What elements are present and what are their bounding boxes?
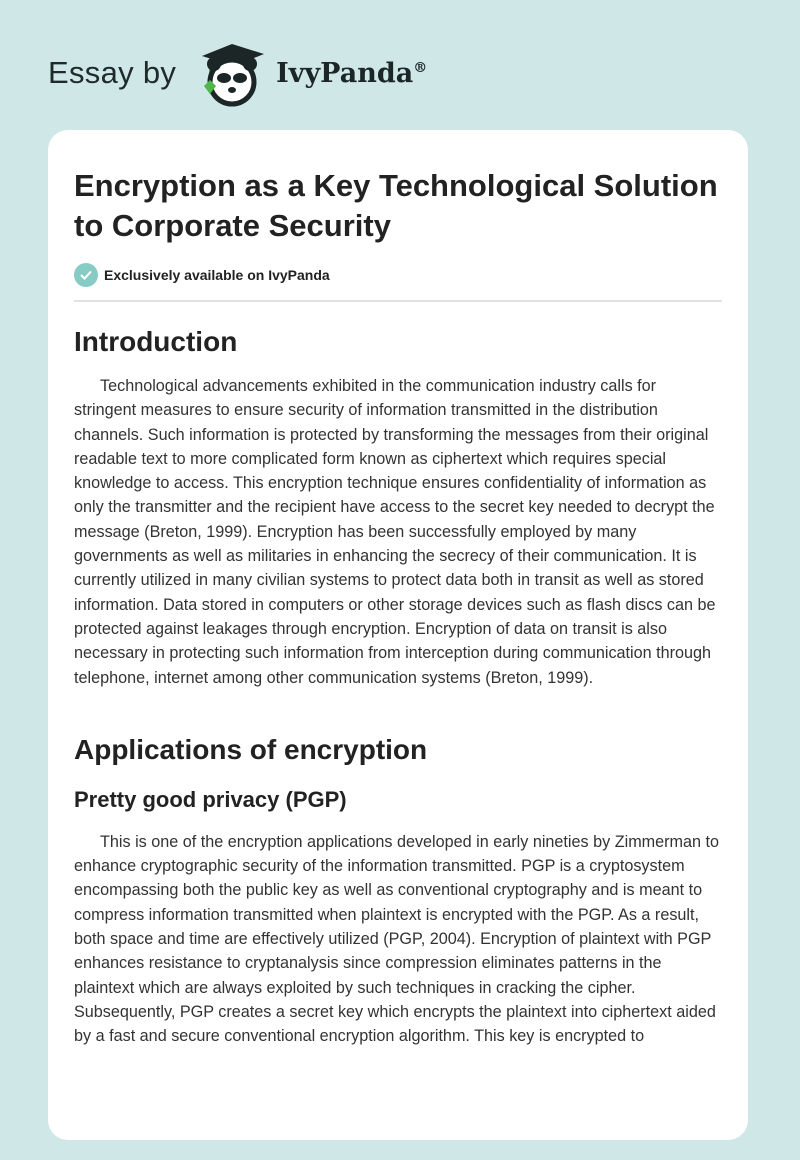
brand-name: IvyPanda®: [276, 57, 428, 89]
divider: [74, 300, 722, 302]
check-icon: [74, 263, 98, 287]
article-title: Encryption as a Key Technological Solution to Corporate Security: [74, 168, 718, 243]
article-card: [48, 130, 748, 1140]
introduction-paragraph: Technological advancements exhibited in the communication industry calls for stringent measures to ensure security of information transmitted in the distribution channels. Such information is protected by transforming the messages from their original readable text to more complicated form known as ciphertext which requires special knowledge to access. This encryption technique ensures confidentiality of information as only the transmitter and the recipient have access to the secret key needed to decrypt the message (Breton, 1999). Encryption has been successfully employed by many governments as well as militaries in enhancing the secrecy of their communication. It is currently utilized in many civilian systems to protect data both in transit as well as stored information. Data stored in computers or other storage devices such as flash discs can be protected against leakages through encryption. Encryption of data on transit is also necessary in protecting such information from interception during communication through telephone, internet among other communication systems (Breton, 1999).: [74, 377, 716, 687]
essay-by-label: Essay by: [48, 55, 177, 90]
pgp-paragraph: This is one of the encryption applications developed in early nineties by Zimmerman to enhance cryptographic security of the information transmitted. PGP is a cryptosystem encompassing both the public key as well as conventional cryptography and is meant to compress information transmitted when plaintext is encrypted with the PGP. As a result, both space and time are effectively utilized (PGP, 2004). Encryption of plaintext with PGP enhances resistance to cryptanalysis since compression eliminates patterns in the plaintext which are always exploited by such techniques in cracking the cipher. Subsequently, PGP creates a secret key which encrypts the plaintext into ciphertext aided by a fast and secure conventional encryption algorithm. This key is encrypted to: [74, 832, 720, 1046]
exclusive-badge: [74, 262, 722, 288]
exclusive-label: Exclusively available on IvyPanda: [104, 267, 330, 283]
site-header: [48, 38, 427, 108]
ivypanda-logo-icon[interactable]: [190, 38, 270, 108]
subheading-pgp: Pretty good privacy (PGP): [74, 786, 347, 812]
section-heading-introduction: Introduction: [74, 326, 238, 357]
section-heading-applications: Applications of encryption: [74, 733, 428, 765]
